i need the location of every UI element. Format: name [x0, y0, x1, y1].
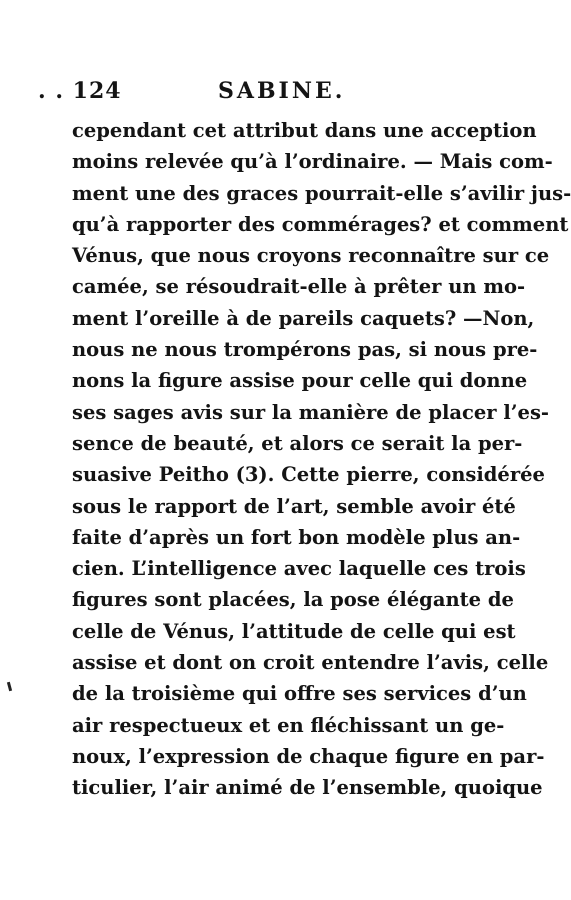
- text-line: moins relevée qu’à l’ordinaire. — Mais com-: [72, 150, 553, 174]
- text-line: air respectueux et en fléchissant un ge-: [72, 713, 505, 737]
- running-title: SABINE.: [218, 78, 346, 104]
- text-line: cependant cet attribut dans une acception: [72, 119, 537, 142]
- body-text: [72, 115, 571, 804]
- text-line: celle de Vénus, l’attitude de celle qui est: [72, 619, 516, 643]
- text-line: assise et dont on croit entendre l’avis, celle: [72, 651, 549, 675]
- page-header: [38, 78, 468, 108]
- margin-mark: [7, 682, 12, 691]
- text-line: camée, se résoudrait-elle à prêter un mo-: [72, 275, 526, 299]
- text-line: qu’à rapporter des commérages? et comment: [72, 212, 569, 236]
- text-line: sence de beauté, et alors ce serait la per-: [72, 431, 523, 455]
- text-line: ses sages avis sur la manière de placer l’es-: [72, 400, 550, 424]
- text-line: Vénus, que nous croyons reconnaître sur ce: [72, 244, 550, 268]
- text-line: ment l’oreille à de pareils caquets? —Non,: [72, 306, 535, 330]
- text-line: nons la figure assise pour celle qui donne: [72, 369, 528, 393]
- text-line: sous le rapport de l’art, semble avoir été: [72, 494, 516, 518]
- text-line: cien. L’intelligence avec laquelle ces trois: [72, 557, 526, 581]
- text-line: suasive Peitho (3). Cette pierre, considérée: [72, 463, 545, 487]
- text-line: noux, l’expression de chaque figure en par-: [72, 744, 545, 768]
- page-number: . . 124: [38, 78, 122, 104]
- text-line: faite d’après un fort bon modèle plus an-: [72, 525, 521, 549]
- text-line: ment une des graces pourrait-elle s’avilir jus-: [72, 181, 571, 205]
- text-line: figures sont placées, la pose élégante de: [72, 588, 514, 612]
- text-line: ticulier, l’air animé de l’ensemble, quoique: [72, 776, 543, 800]
- text-line: nous ne nous trompérons pas, si nous pre-: [72, 338, 538, 362]
- text-line: de la troisième qui offre ses services d’un: [72, 682, 527, 706]
